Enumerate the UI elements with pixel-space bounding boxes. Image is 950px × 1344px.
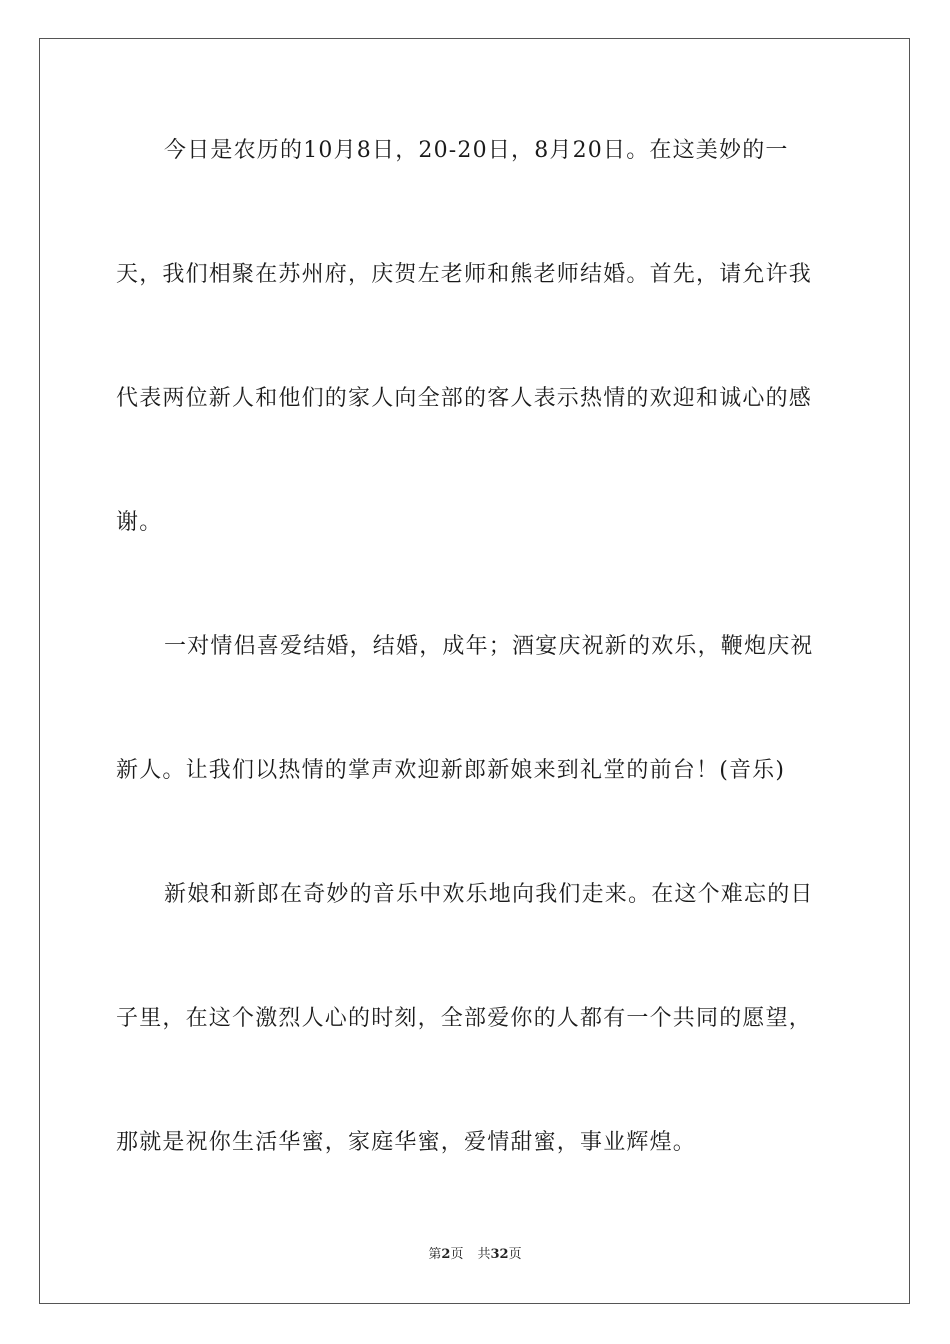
paragraph-1-line-4: 谢。 [116, 510, 163, 535]
page-prefix: 第 [428, 1247, 442, 1262]
page-suffix: 页 [450, 1247, 464, 1262]
paragraph-3-line-2: 子里，在这个激烈人心的时刻，全部爱你的人都有一个共同的愿望， [116, 1006, 813, 1031]
paragraph-3-line-3: 那就是祝你生活华蜜，家庭华蜜，爱情甜蜜，事业辉煌。 [116, 1130, 697, 1155]
total-prefix: 共 [477, 1247, 491, 1262]
total-pages: 32 [490, 1247, 509, 1262]
page-footer [0, 1246, 950, 1264]
paragraph-3-line-1: 新娘和新郎在奇妙的音乐中欢乐地向我们走来。在这个难忘的日 [164, 882, 814, 907]
total-suffix: 页 [508, 1247, 522, 1262]
paragraph-1-line-2: 天，我们相聚在苏州府，庆贺左老师和熊老师结婚。首先，请允许我 [116, 262, 813, 287]
page-number: 2 [441, 1247, 451, 1262]
paragraph-1-line-1: 今日是农历的10月8日，20-20日，8月20日。在这美妙的一 [164, 138, 789, 163]
paragraph-2-line-2: 新人。让我们以热情的掌声欢迎新郎新娘来到礼堂的前台！(音乐) [116, 758, 786, 783]
paragraph-2-line-1: 一对情侣喜爱结婚，结婚，成年；酒宴庆祝新的欢乐，鞭炮庆祝 [164, 634, 814, 659]
paragraph-1-line-3: 代表两位新人和他们的家人向全部的客人表示热情的欢迎和诚心的感 [116, 386, 813, 411]
page-frame [39, 38, 910, 1304]
